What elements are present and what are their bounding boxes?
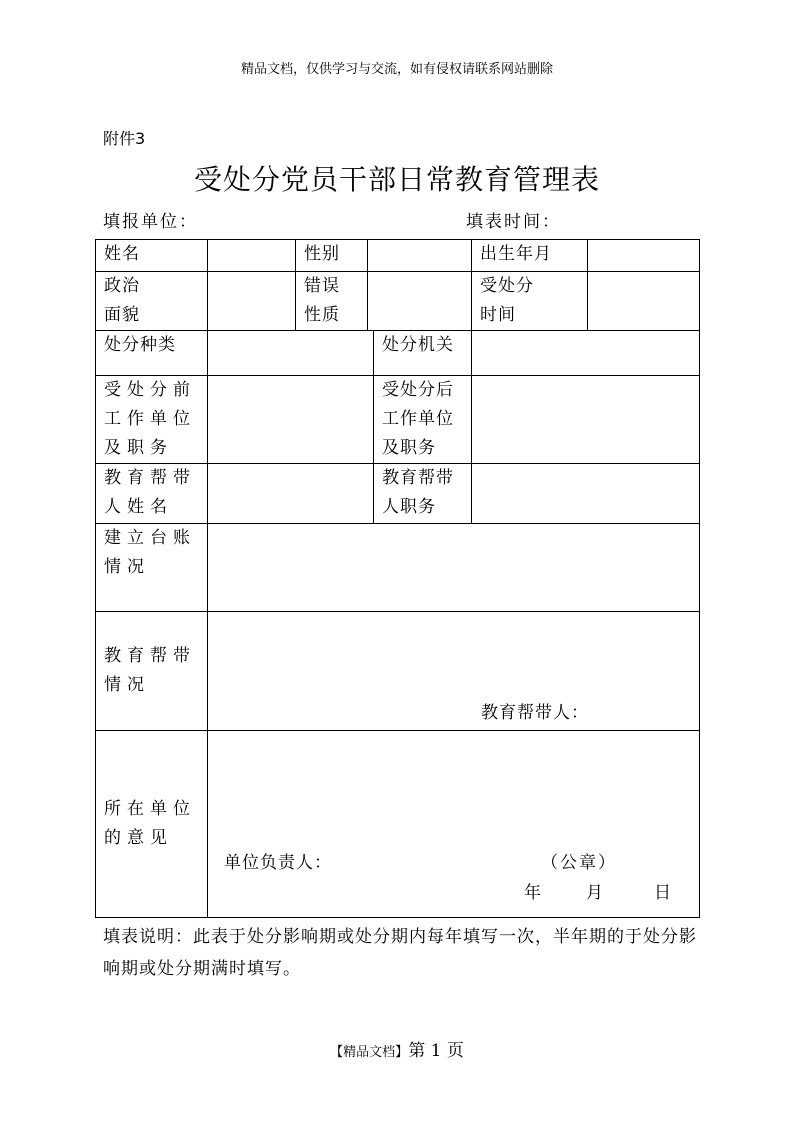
before-post-label: 受处分前 工作单位 及职务 bbox=[96, 376, 208, 464]
punish-org-label: 处分机关 bbox=[374, 331, 472, 376]
page-prefix: 第 bbox=[408, 1041, 426, 1061]
punish-time-value[interactable] bbox=[588, 272, 700, 331]
mentor-post-label: 教育帮带 人职务 bbox=[374, 464, 472, 524]
error-nature-value[interactable] bbox=[368, 272, 472, 331]
day-label: 日 bbox=[654, 883, 672, 903]
fill-unit-label: 填报单位： bbox=[103, 212, 198, 232]
unit-opinion-label: 所在单位 的意见 bbox=[96, 731, 208, 918]
mentor-name-label: 教育帮带 人姓名 bbox=[96, 464, 208, 524]
attachment-label: 附件3 bbox=[103, 129, 146, 148]
month-label: 月 bbox=[586, 883, 604, 903]
punish-type-label: 处分种类 bbox=[96, 331, 208, 376]
mentor-post-value[interactable] bbox=[472, 464, 700, 524]
gender-value[interactable] bbox=[368, 240, 472, 272]
after-post-label: 受处分后 工作单位 及职务 bbox=[374, 376, 472, 464]
punish-type-value[interactable] bbox=[208, 331, 374, 376]
education-label: 教育帮带 情况 bbox=[96, 612, 208, 731]
gender-label: 性别 bbox=[296, 240, 368, 272]
page-suffix: 页 bbox=[446, 1041, 464, 1061]
after-post-value[interactable] bbox=[472, 376, 700, 464]
page-title: 受处分党员干部日常教育管理表 bbox=[193, 163, 600, 196]
political-value[interactable] bbox=[208, 272, 296, 331]
before-post-value[interactable] bbox=[208, 376, 374, 464]
ledger-value[interactable] bbox=[208, 524, 700, 612]
fill-time-label: 填表时间： bbox=[466, 212, 561, 232]
date-line bbox=[524, 879, 672, 908]
name-value[interactable] bbox=[208, 240, 296, 272]
unit-head-label: 单位负责人： bbox=[224, 853, 332, 873]
year-label: 年 bbox=[524, 883, 542, 903]
error-nature-label: 错误 性质 bbox=[296, 272, 368, 331]
fill-instructions: 填表说明：此表于处分影响期或处分期内每年填写一次，半年期的于处分影响期或处分期满时填写。 bbox=[103, 927, 697, 979]
page-footer bbox=[0, 1036, 794, 1061]
ledger-label: 建立台账 情况 bbox=[96, 524, 208, 612]
name-label: 姓名 bbox=[96, 240, 208, 272]
page-number: 1 bbox=[430, 1041, 442, 1061]
mentor-signature-label: 教育帮带人： bbox=[481, 703, 589, 723]
political-label: 政治 面貌 bbox=[96, 272, 208, 331]
punish-org-value[interactable] bbox=[472, 331, 700, 376]
header-note: 精品文档，仅供学习与交流，如有侵权请联系网站删除 bbox=[240, 62, 553, 77]
footer-tag: 【精品文档】 bbox=[330, 1045, 409, 1060]
mentor-name-value[interactable] bbox=[208, 464, 374, 524]
management-form-table bbox=[95, 239, 700, 918]
education-value[interactable] bbox=[208, 612, 700, 731]
birth-label: 出生年月 bbox=[472, 240, 588, 272]
punish-time-label: 受处分 时间 bbox=[472, 272, 588, 331]
unit-opinion-value[interactable] bbox=[208, 731, 700, 918]
birth-value[interactable] bbox=[588, 240, 700, 272]
official-seal-label: （公章） bbox=[541, 853, 617, 873]
